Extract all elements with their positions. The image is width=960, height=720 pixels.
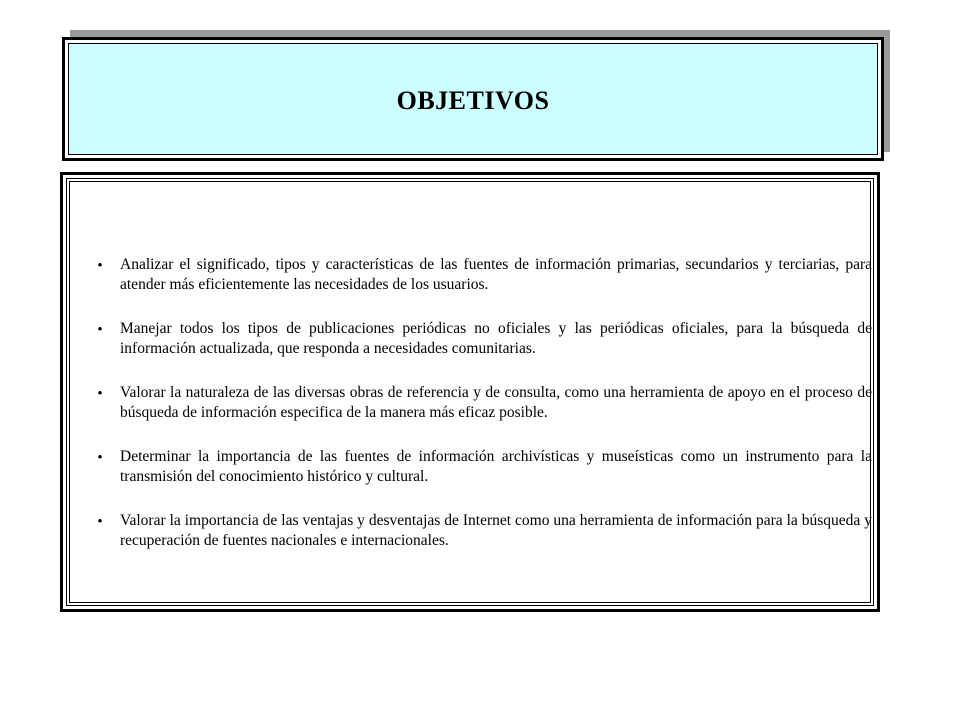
bullet-icon: • (97, 514, 103, 530)
bullet-icon: • (97, 450, 103, 466)
page-title: OBJETIVOS (396, 86, 550, 115)
bullet-icon: • (97, 386, 103, 402)
list-item (80, 383, 872, 423)
list-item (80, 511, 872, 551)
list-item (80, 255, 872, 295)
objectives-list (80, 255, 872, 575)
objective-text: Determinar la importancia de las fuentes de información archivísticas y museísticas como un instrumento para la transmisión del conocimiento histórico y cultural. (120, 448, 872, 485)
objective-text: Valorar la naturaleza de las diversas obras de referencia y de consulta, como una herramienta de apoyo en el proceso de búsqueda de información especifica de la manera más eficaz posible. (120, 384, 872, 421)
title-box (62, 37, 884, 161)
list-item (80, 447, 872, 487)
objective-text: Valorar la importancia de las ventajas y desventajas de Internet como una herramienta de información para la búsqueda y recuperación de fuentes nacionales e internacionales. (120, 512, 872, 549)
objective-text: Analizar el significado, tipos y características de las fuentes de información primarias, secundarios y terciarias, para atender más eficientemente las necesidades de los usuarios. (120, 256, 872, 293)
objectives-panel-inner-frame (69, 181, 871, 603)
list-item (80, 319, 872, 359)
bullet-icon: • (97, 258, 103, 274)
objective-text: Manejar todos los tipos de publicaciones periódicas no oficiales y las periódicas oficiales, para la búsqueda de información actualizada, que responda a necesidades comunitarias. (120, 320, 872, 357)
objectives-panel (60, 172, 880, 612)
bullet-icon: • (97, 322, 103, 338)
